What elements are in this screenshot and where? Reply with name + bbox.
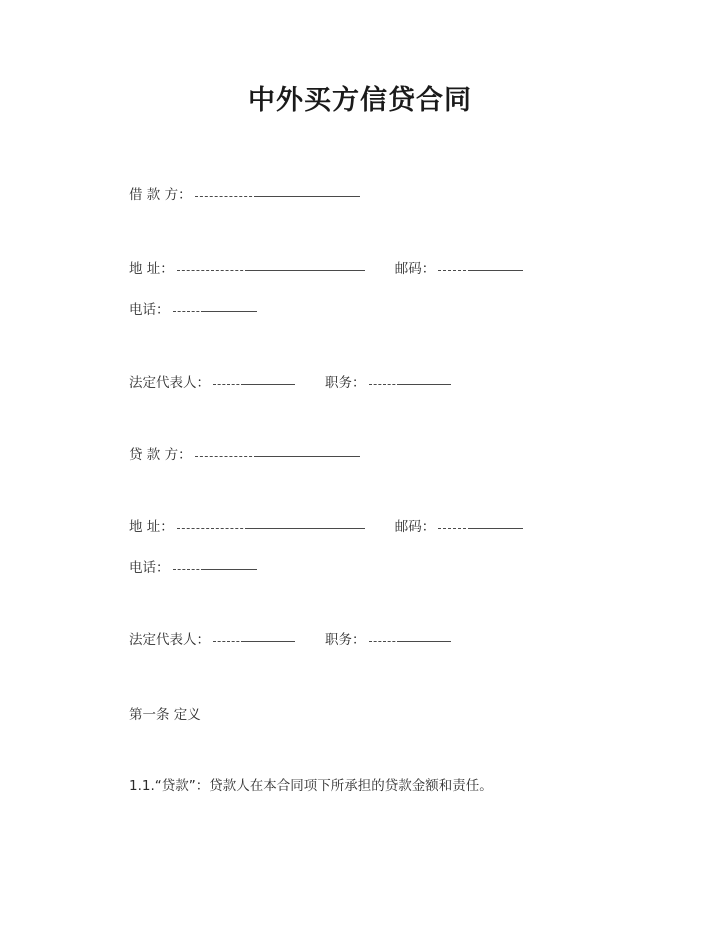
borrower-party-label: 借 款 方： (129, 187, 192, 203)
page-title: 中外买方信贷合同 (248, 85, 472, 116)
borrower-address-label: 地 址： (129, 261, 174, 277)
borrower-address-input-rule[interactable] (177, 260, 365, 273)
lender-postcode-label: 邮码： (394, 519, 436, 535)
borrower-representative-row (129, 373, 451, 393)
lender-address-input-rule[interactable] (177, 518, 365, 531)
article-one-heading: 第一条 定义 (129, 707, 201, 723)
lender-phone-label: 电话： (129, 560, 170, 576)
lender-party-label: 贷 款 方： (129, 447, 192, 463)
borrower-phone-input-rule[interactable] (173, 301, 257, 314)
borrower-representative-label: 法定代表人： (129, 375, 210, 391)
lender-party-input-rule[interactable] (195, 446, 360, 459)
lender-phone-input-rule[interactable] (173, 559, 257, 572)
borrower-party-input-rule[interactable] (195, 186, 360, 199)
lender-address-row (129, 517, 523, 537)
lender-position-input-rule[interactable] (369, 631, 451, 644)
borrower-position-input-rule[interactable] (369, 374, 451, 387)
lender-representative-row (129, 630, 451, 650)
lender-party-row (129, 445, 360, 465)
borrower-postcode-input-rule[interactable] (438, 260, 523, 273)
borrower-representative-input-rule[interactable] (213, 374, 295, 387)
borrower-address-row (129, 259, 523, 279)
lender-phone-row (129, 558, 257, 578)
borrower-position-label: 职务： (325, 375, 366, 391)
lender-representative-label: 法定代表人： (129, 632, 210, 648)
borrower-phone-label: 电话： (129, 302, 170, 318)
lender-postcode-input-rule[interactable] (438, 518, 523, 531)
lender-representative-input-rule[interactable] (213, 631, 295, 644)
lender-position-label: 职务： (325, 632, 366, 648)
clause-1-1: 1.1.“贷款”：贷款人在本合同项下所承担的贷款金额和责任。 (129, 778, 493, 794)
borrower-phone-row (129, 300, 257, 320)
lender-address-label: 地 址： (129, 519, 174, 535)
borrower-party-row (129, 185, 360, 205)
borrower-postcode-label: 邮码： (394, 261, 436, 277)
